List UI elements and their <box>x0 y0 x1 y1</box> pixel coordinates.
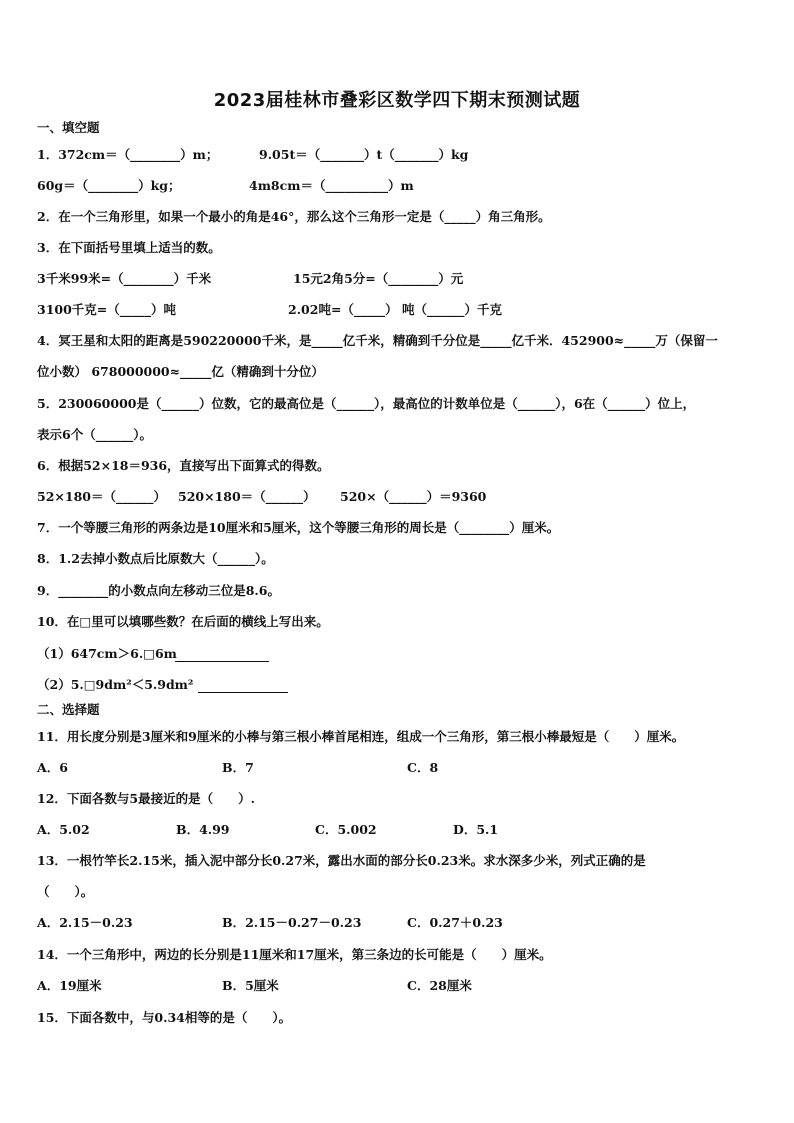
option-b: B．2.15－0.27－0.23 <box>222 915 362 930</box>
question-14: 14．一个三角形中，两边的长分别是11厘米和17厘米，第三条边的长可能是（ ）厘米。 <box>37 947 552 962</box>
question-10-part-2-text: （2）5.□9dm²＜5.9dm² <box>37 677 194 692</box>
question-3-part-b: 15元2角5分=（________）元 <box>293 271 464 286</box>
question-6: 6．根据52×18＝936，直接写出下面算式的得数。 <box>37 458 330 473</box>
question-11: 11．用长度分别是3厘米和9厘米的小棒与第三根小棒首尾相连，组成一个三角形，第三根小棒最短是（ ）厘米。 <box>37 729 685 744</box>
option-a: A．6 <box>37 760 68 775</box>
option-c: C．8 <box>407 760 439 775</box>
option-c: C．28厘米 <box>407 978 472 993</box>
question-8: 8．1.2去掉小数点后比原数大（______）。 <box>37 551 274 566</box>
option-a: A．5.02 <box>37 822 90 837</box>
question-3-part-c: 3100千克=（_____）吨 <box>37 302 177 317</box>
question-3: 3．在下面括号里填上适当的数。 <box>37 240 221 255</box>
option-b: B．5厘米 <box>222 978 279 993</box>
question-4-line-2: 位小数） 678000000≈_____亿（精确到十分位） <box>37 364 324 379</box>
question-10: 10．在□里可以填哪些数？在后面的横线上写出来。 <box>37 614 329 629</box>
question-2: 2．在一个三角形里，如果一个最小的角是46°，那么这个三角形一定是（_____）角三角形。 <box>37 209 551 224</box>
question-3-part-d: 2.02吨=（_____） 吨（______）千克 <box>288 302 503 317</box>
option-d: D．5.1 <box>453 822 499 837</box>
question-10-part-1-text: （1）647cm＞6.□6m <box>37 646 177 661</box>
section-heading-multiple-choice: 二、选择题 <box>37 702 100 717</box>
question-12: 12．下面各数与5最接近的是（ ）. <box>37 791 255 806</box>
option-c: C．5.002 <box>315 822 377 837</box>
question-1-part-b: 9.05t＝（_______）t（_______）kg <box>259 147 469 162</box>
option-b: B．4.99 <box>176 822 230 837</box>
question-4-line-1: 4．冥王星和太阳的距离是590220000千米，是_____亿千米，精确到千分位是_____亿千米．452900≈_____万（保留一 <box>37 333 718 348</box>
question-5-line-2: 表示6个（______）。 <box>37 427 152 442</box>
question-6-part-a: 52×180＝（______） <box>37 489 166 504</box>
question-1-part-c: 60g＝（________）kg； <box>37 178 181 193</box>
option-c: C．0.27＋0.23 <box>407 915 503 930</box>
question-7: 7．一个等腰三角形的两条边是10厘米和5厘米，这个等腰三角形的周长是（________）厘米。 <box>37 520 560 535</box>
question-6-part-b: 520×180＝（______） <box>178 489 316 504</box>
question-1-part-d: 4m8cm＝（__________）m <box>249 178 414 193</box>
question-15: 15．下面各数中，与0.34相等的是（ ）。 <box>37 1010 292 1025</box>
question-9: 9．________的小数点向左移动三位是8.6。 <box>37 583 280 598</box>
option-b: B．7 <box>222 760 254 775</box>
answer-line <box>198 680 288 693</box>
page-title: 2023届桂林市叠彩区数学四下期末预测试题 <box>213 90 581 111</box>
question-6-part-c: 520×（______）＝9360 <box>340 489 487 504</box>
question-3-part-a: 3千米99米=（________）千米 <box>37 271 212 286</box>
question-1-part-a: 1．372cm＝（________）m； <box>37 147 219 162</box>
question-5-line-1: 5．230060000是（______）位数，它的最高位是（______），最高位的计数单位是（______），6在（______）位上， <box>37 396 696 411</box>
option-a: A．2.15－0.23 <box>37 915 133 930</box>
option-a: A．19厘米 <box>37 978 102 993</box>
section-heading-fill-blank: 一、填空题 <box>37 120 100 135</box>
answer-line <box>175 649 269 662</box>
question-13-line-1: 13．一根竹竿长2.15米，插入泥中部分长0.27米，露出水面的部分长0.23米。求水深多少米，列式正确的是 <box>37 853 646 868</box>
question-13-line-2: （ ）。 <box>37 884 94 899</box>
